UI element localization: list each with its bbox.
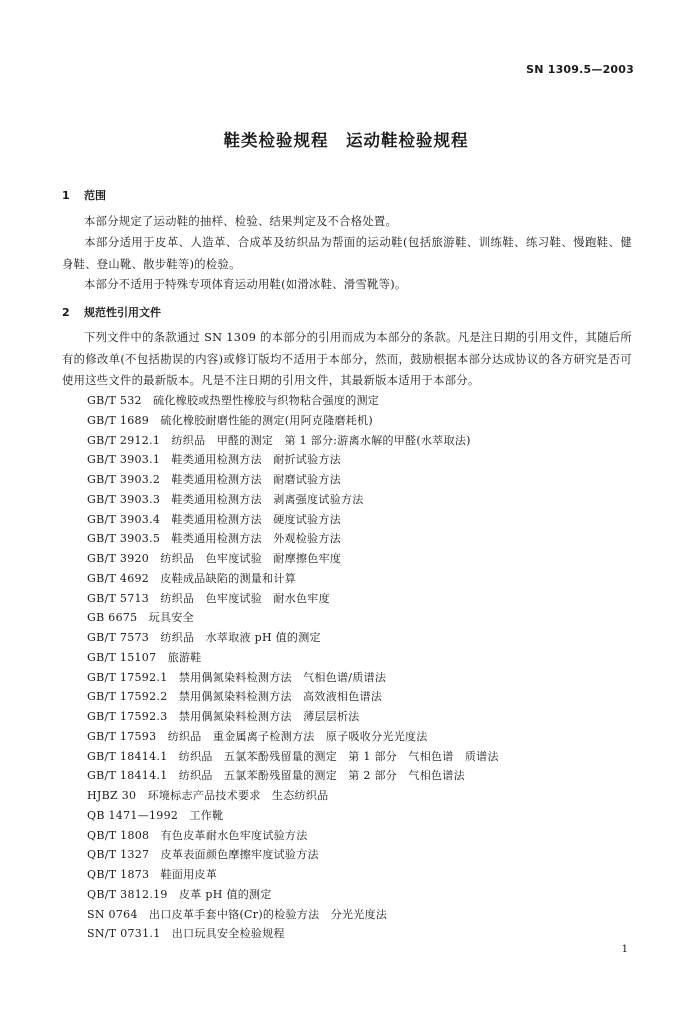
reference-item: QB/T 1808 有色皮革耐水色牢度试验方法: [87, 828, 308, 842]
section-title: 规范性引用文件: [84, 306, 161, 319]
reference-item: HJBZ 30 环境标志产品技术要求 生态纺织品: [87, 789, 329, 802]
paragraph-text: 本部分规定了运动鞋的抽样、检验、结果判定及不合格处置。: [84, 215, 398, 228]
section-heading-normative-references: [62, 304, 161, 320]
reference-item: QB 1471—1992 工作靴: [87, 808, 224, 822]
section-number: 2: [62, 306, 70, 319]
reference-item: GB/T 2912.1 纺织品 甲醛的测定 第 1 部分:游离水解的甲醛(水萃取法): [87, 433, 471, 447]
page-number: 1: [621, 944, 628, 955]
reference-list: [87, 391, 499, 944]
section-heading-scope: [62, 187, 106, 203]
reference-item: GB/T 17593 纺织品 重金属离子检测方法 原子吸收分光光度法: [87, 729, 428, 743]
reference-item: SN 0764 出口皮革手套中铬(Cr)的检验方法 分光光度法: [87, 907, 388, 921]
paragraph-text: 本部分不适用于特殊专项体育运动用鞋(如滑冰鞋、滑雪靴等)。: [84, 278, 407, 291]
reference-item: GB/T 3903.5 鞋类通用检测方法 外观检验方法: [87, 532, 341, 546]
reference-item: GB/T 7573 纺织品 水萃取液 pH 值的测定: [87, 631, 321, 644]
reference-item: QB/T 1873 鞋面用皮革: [87, 868, 218, 881]
paragraph-text: 本部分适用于皮革、人造革、合成革及纺织品为帮面的运动鞋(包括旅游鞋、训练鞋、练习鞋、慢跑鞋、健身鞋、登山靴、散步鞋等)的检验。: [62, 236, 632, 271]
reference-item: GB/T 3920 纺织品 色牢度试验 耐摩擦色牢度: [87, 552, 342, 565]
references-intro-paragraph: [62, 327, 632, 392]
section-title: 范围: [84, 189, 106, 202]
reference-item: GB/T 3903.1 鞋类通用检测方法 耐折试验方法: [87, 453, 341, 467]
reference-item: QB/T 1327 皮革表面颜色摩擦牢度试验方法: [87, 848, 319, 862]
reference-item: SN/T 0731.1 出口玩具安全检验规程: [87, 927, 285, 941]
reference-item: GB/T 3903.2 鞋类通用检测方法 耐磨试验方法: [87, 473, 341, 486]
reference-item: GB/T 17592.2 禁用偶氮染料检测方法 高效液相色谱法: [87, 690, 383, 704]
reference-item: GB/T 17592.3 禁用偶氮染料检测方法 薄层层析法: [87, 710, 360, 723]
reference-item: GB/T 532 硫化橡胶或热塑性橡胶与织物粘合强度的测定: [87, 394, 380, 407]
document-title: 鞋类检验规程 运动鞋检验规程: [223, 131, 469, 150]
reference-item: GB/T 3903.3 鞋类通用检测方法 剥离强度试验方法: [87, 492, 364, 506]
reference-item: GB 6675 玩具安全: [87, 611, 194, 625]
paragraph-text: 下列文件中的条款通过 SN 1309 的本部分的引用而成为本部分的条款。凡是注日期的引用文件，其随后所有的修改单(不包括勘误的内容)或修订版均不适用于本部分，然而，鼓励根据本部分达成协议的各方研究是否可使用这些文件的最新版本。凡是不注日期的引用文件，其最新版本适用于本部分。: [62, 331, 632, 387]
reference-item: GB/T 1689 硫化橡胶耐磨性能的测定(用阿克隆磨耗机): [87, 413, 373, 427]
standard-number: SN 1309.5—2003: [526, 63, 634, 76]
reference-item: GB/T 15107 旅游鞋: [87, 650, 202, 664]
reference-item: GB/T 18414.1 纺织品 五氯苯酚残留量的测定 第 1 部分 气相色谱 质谱法: [87, 749, 499, 763]
reference-item: GB/T 4692 皮鞋成品缺陷的测量和计算: [87, 571, 297, 585]
reference-item: QB/T 3812.19 皮革 pH 值的测定: [87, 887, 272, 901]
scope-paragraph-1: [62, 211, 632, 233]
scope-paragraph-2: [62, 232, 632, 275]
reference-item: GB/T 18414.1 纺织品 五氯苯酚残留量的测定 第 2 部分 气相色谱法: [87, 769, 465, 783]
reference-item: GB/T 5713 纺织品 色牢度试验 耐水色牢度: [87, 591, 330, 605]
section-number: 1: [62, 189, 70, 202]
reference-item: GB/T 17592.1 禁用偶氮染料检测方法 气相色谱/质谱法: [87, 670, 387, 684]
reference-item: GB/T 3903.4 鞋类通用检测方法 硬度试验方法: [87, 512, 341, 526]
scope-paragraph-3: [62, 274, 632, 296]
